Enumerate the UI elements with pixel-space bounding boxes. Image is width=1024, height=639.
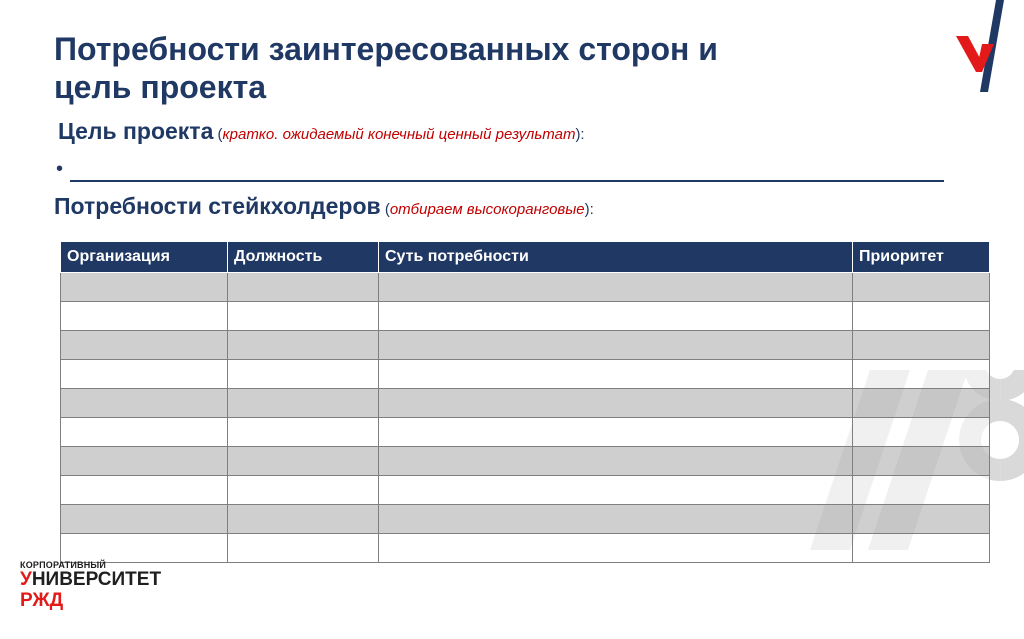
table-cell[interactable] — [228, 534, 379, 563]
table-cell[interactable] — [61, 476, 228, 505]
table-cell[interactable] — [228, 360, 379, 389]
table-cell[interactable] — [853, 418, 990, 447]
table-cell[interactable] — [853, 331, 990, 360]
col-header-need: Суть потребности — [379, 242, 853, 273]
table-cell[interactable] — [379, 447, 853, 476]
table-cell[interactable] — [379, 418, 853, 447]
table-cell[interactable] — [61, 418, 228, 447]
logo-university-first-letter: У — [20, 569, 32, 590]
table-cell[interactable] — [379, 360, 853, 389]
table-cell[interactable] — [853, 389, 990, 418]
table-row — [61, 418, 990, 447]
needs-note-text: отбираем высокоранговые — [389, 201, 585, 218]
goal-note — [213, 126, 584, 143]
table-row — [61, 447, 990, 476]
table-row — [61, 389, 990, 418]
table-cell[interactable] — [853, 360, 990, 389]
goal-note-close: ): — [575, 126, 585, 143]
logo-university-text — [20, 570, 161, 590]
table-cell[interactable] — [379, 389, 853, 418]
table-cell[interactable] — [228, 331, 379, 360]
table-cell[interactable] — [228, 273, 379, 302]
university-logo — [20, 560, 161, 612]
table-header-row — [61, 242, 990, 273]
stakeholder-table — [60, 241, 990, 563]
goal-input-line — [56, 158, 63, 181]
table-cell[interactable] — [379, 476, 853, 505]
table-cell[interactable] — [228, 389, 379, 418]
goal-note-open: ( — [213, 126, 223, 143]
table-cell[interactable] — [379, 331, 853, 360]
needs-note-close: ): — [584, 201, 594, 218]
table-cell[interactable] — [228, 505, 379, 534]
goal-heading-row — [58, 118, 585, 145]
table-cell[interactable] — [228, 418, 379, 447]
goal-note-text: кратко. ожидаемый конечный ценный результат — [222, 126, 576, 143]
table-cell[interactable] — [853, 505, 990, 534]
table-cell[interactable] — [853, 534, 990, 563]
table-row — [61, 331, 990, 360]
goal-heading: Цель проекта — [58, 118, 214, 144]
table-cell[interactable] — [61, 447, 228, 476]
table-cell[interactable] — [61, 505, 228, 534]
logo-rzd-text: РЖД — [20, 590, 64, 611]
logo-university-rest: НИВЕРСИТЕТ — [31, 569, 162, 590]
col-header-position: Должность — [228, 242, 379, 273]
table-cell[interactable] — [61, 534, 228, 563]
table-cell[interactable] — [61, 331, 228, 360]
table-row — [61, 360, 990, 389]
table-cell[interactable] — [853, 302, 990, 331]
table-row — [61, 505, 990, 534]
needs-heading: Потребности стейкхолдеров — [54, 193, 381, 219]
needs-note — [381, 201, 594, 218]
table-row — [61, 302, 990, 331]
title-line-1: Потребности заинтересованных сторон и — [54, 31, 718, 67]
needs-note-open: ( — [380, 201, 390, 218]
table-cell[interactable] — [853, 273, 990, 302]
col-header-priority: Приоритет — [853, 242, 990, 273]
table-row — [61, 534, 990, 563]
needs-heading-row — [54, 193, 594, 220]
table-cell[interactable] — [228, 476, 379, 505]
table-cell[interactable] — [379, 534, 853, 563]
table-cell[interactable] — [228, 302, 379, 331]
logo-corporate-text: КОРПОРАТИВНЫЙ — [20, 560, 107, 570]
table-cell[interactable] — [379, 302, 853, 331]
table-cell[interactable] — [61, 273, 228, 302]
bullet-marker: • — [56, 158, 64, 180]
title-line-2: цель проекта — [54, 69, 267, 105]
table-row — [61, 273, 990, 302]
table-row — [61, 476, 990, 505]
table-cell[interactable] — [61, 389, 228, 418]
table-cell[interactable] — [379, 273, 853, 302]
table-cell[interactable] — [853, 447, 990, 476]
table-cell[interactable] — [228, 447, 379, 476]
table-cell[interactable] — [61, 302, 228, 331]
slide-title — [54, 30, 914, 106]
table-cell[interactable] — [379, 505, 853, 534]
col-header-organization: Организация — [61, 242, 228, 273]
table-cell[interactable] — [853, 476, 990, 505]
brand-logo-icon — [952, 0, 1024, 92]
goal-underline — [70, 180, 944, 182]
table-cell[interactable] — [61, 360, 228, 389]
